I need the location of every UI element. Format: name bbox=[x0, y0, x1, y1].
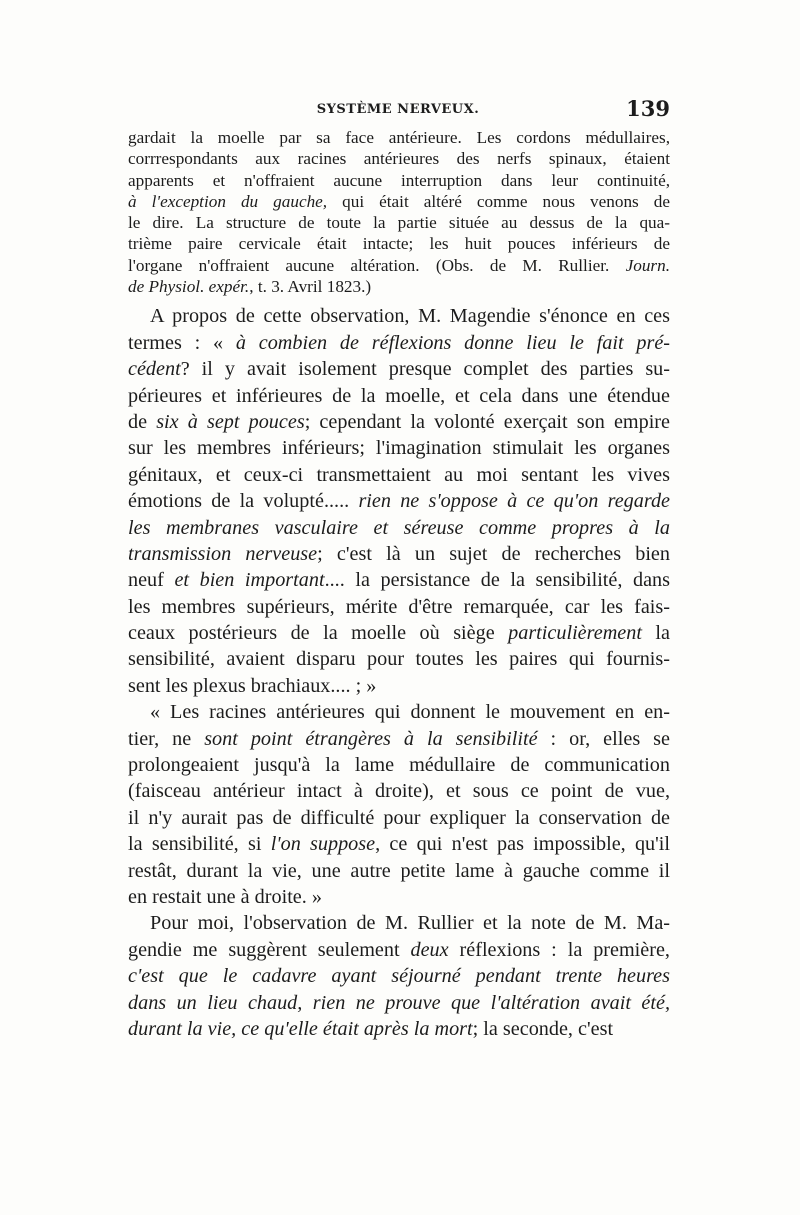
italic-span: les membranes vasculaire et séreuse comme propres à la bbox=[128, 516, 670, 539]
text-span: , t. 3. Avril 1823.) bbox=[249, 277, 372, 297]
text-line bbox=[128, 778, 670, 804]
text-line bbox=[128, 435, 670, 461]
text-span: il n'y aurait pas de difficulté pour expliquer la conservation de bbox=[128, 806, 670, 829]
text-span: la sensibilité, si bbox=[128, 833, 271, 856]
text-line bbox=[128, 541, 670, 567]
italic-span: à l'exception du gauche, bbox=[128, 191, 328, 211]
text-line bbox=[128, 752, 670, 778]
text-line bbox=[128, 805, 670, 831]
italic-span: et bien important bbox=[174, 569, 325, 592]
text-span: « Les racines antérieures qui donnent le mouvement en en- bbox=[150, 701, 670, 724]
italic-span: de Physiol. expér. bbox=[128, 277, 250, 297]
italic-span: c'est que le cadavre ayant séjourné pendant trente heures bbox=[128, 965, 670, 988]
text-span: : or, elles se bbox=[537, 727, 670, 750]
text-line bbox=[128, 191, 670, 212]
page-number: 139 bbox=[626, 96, 670, 121]
italic-span: durant la vie, ce qu'elle était après la mort bbox=[128, 1017, 473, 1040]
text-line bbox=[128, 356, 670, 382]
text-line bbox=[128, 699, 670, 725]
text-span: termes : « bbox=[128, 331, 236, 354]
main-text bbox=[128, 303, 670, 1042]
italic-span: sont point étrangères à la sensibilité bbox=[204, 727, 538, 750]
text-line bbox=[128, 488, 670, 514]
text-span: prolongeaient jusqu'à la lame médullaire de communication bbox=[128, 754, 670, 777]
page-body bbox=[128, 127, 670, 1042]
running-head: SYSTÈME NERVEUX. bbox=[316, 102, 480, 117]
text-span: qui était altéré comme nous venons de bbox=[327, 191, 670, 211]
text-line bbox=[128, 1016, 670, 1042]
text-line bbox=[128, 910, 670, 936]
italic-span: Journ. bbox=[625, 255, 670, 275]
text-span: ; cependant la volonté exerçait son empire bbox=[304, 410, 670, 433]
text-line bbox=[128, 620, 670, 646]
italic-span: à combien de réflexions donne lieu le fait pré- bbox=[235, 331, 670, 354]
text-span: génitaux, et ceux-ci transmettaient au moi sentant les vives bbox=[128, 463, 670, 486]
page-header bbox=[126, 98, 670, 122]
text-span: ; c'est là un sujet de recherches bien bbox=[317, 542, 670, 565]
text-span: , ce qui n'est pas impossible, qu'il bbox=[375, 833, 670, 856]
text-line bbox=[128, 567, 670, 593]
italic-span: dans un lieu chaud, rien ne prouve que l'altération avait été, bbox=[128, 991, 670, 1014]
text-span: en restait une à droite. » bbox=[128, 885, 322, 908]
text-line bbox=[128, 673, 670, 699]
text-span: Pour moi, l'observation de M. Rullier et la note de M. Ma- bbox=[150, 912, 670, 935]
text-line bbox=[128, 594, 670, 620]
text-line bbox=[128, 409, 670, 435]
text-line bbox=[128, 858, 670, 884]
text-span: apparents et n'offraient aucune interruption dans leur continuité, bbox=[128, 170, 670, 190]
text-span: gardait la moelle par sa face antérieure. Les cordons médullaires, bbox=[128, 128, 670, 147]
text-span: tier, ne bbox=[128, 727, 205, 750]
text-span: ceaux postérieurs de la moelle où siège bbox=[128, 622, 509, 645]
text-line bbox=[128, 383, 670, 409]
text-span: gendie me suggèrent seulement bbox=[128, 938, 411, 961]
observation-note bbox=[128, 127, 670, 297]
italic-span: l'on suppose bbox=[270, 833, 376, 856]
italic-span: six à sept pouces bbox=[156, 410, 305, 433]
italic-span: cédent bbox=[128, 358, 181, 381]
text-line bbox=[128, 148, 670, 169]
text-span: émotions de la volupté..... bbox=[128, 490, 359, 513]
text-line bbox=[128, 255, 670, 276]
text-span: sur les membres inférieurs; l'imagination stimulait les organes bbox=[128, 437, 670, 460]
text-line bbox=[128, 646, 670, 672]
text-line bbox=[128, 212, 670, 233]
text-line bbox=[128, 276, 670, 297]
text-span: réflexions : la première, bbox=[448, 938, 670, 961]
text-span: .... la persistance de la sensibilité, dans bbox=[324, 569, 670, 592]
text-line bbox=[128, 990, 670, 1016]
text-span: le dire. La structure de toute la partie située au dessus de la qua- bbox=[128, 213, 670, 233]
text-span: les membres supérieurs, mérite d'être remarquée, car les fais- bbox=[128, 595, 670, 618]
text-line bbox=[128, 937, 670, 963]
text-line bbox=[128, 462, 670, 488]
text-line bbox=[128, 515, 670, 541]
text-line bbox=[128, 233, 670, 254]
text-span: ? il y avait isolement presque complet des parties su- bbox=[180, 358, 670, 381]
text-line bbox=[128, 884, 670, 910]
text-line bbox=[128, 303, 670, 329]
text-span: (faisceau antérieur intact à droite), et sous ce point de vue, bbox=[128, 780, 670, 803]
text-line bbox=[128, 170, 670, 191]
text-span: périeures et inférieures de la moelle, et cela dans une étendue bbox=[128, 384, 670, 407]
text-span: la bbox=[641, 622, 670, 645]
text-span: l'organe n'offraient aucune altération. (Obs. de M. Rullier. bbox=[128, 255, 626, 275]
text-span: sensibilité, avaient disparu pour toutes les paires qui fournis- bbox=[128, 648, 670, 671]
italic-span: rien ne s'oppose à ce qu'on regarde bbox=[358, 490, 670, 513]
text-line bbox=[128, 831, 670, 857]
italic-span: deux bbox=[410, 938, 449, 961]
text-line bbox=[128, 963, 670, 989]
text-span: restât, durant la vie, une autre petite lame à gauche comme il bbox=[128, 859, 670, 882]
text-span: neuf bbox=[128, 569, 175, 592]
text-span: sent les plexus brachiaux.... ; » bbox=[128, 674, 377, 697]
text-line bbox=[128, 330, 670, 356]
text-span: A propos de cette observation, M. Magendie s'énonce en ces bbox=[150, 305, 670, 328]
text-span: de bbox=[128, 410, 157, 433]
text-line bbox=[128, 127, 670, 148]
italic-span: particulièrement bbox=[508, 622, 642, 645]
text-span: corrrespondants aux racines antérieures des nerfs spinaux, étaient bbox=[128, 149, 670, 169]
italic-span: transmission nerveuse bbox=[128, 542, 318, 565]
text-span: ; la seconde, c'est bbox=[472, 1017, 614, 1040]
text-span: trième paire cervicale était intacte; les huit pouces inférieurs de bbox=[128, 234, 670, 254]
text-line bbox=[128, 726, 670, 752]
